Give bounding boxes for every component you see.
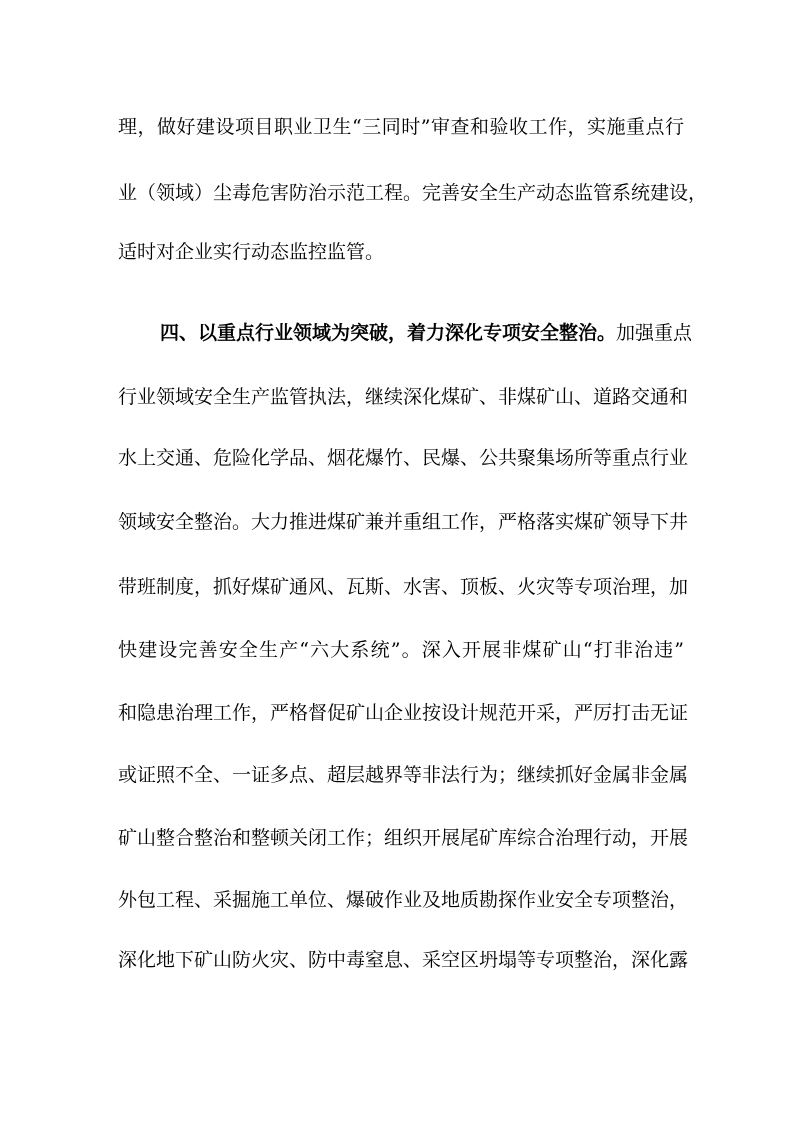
text-line: 理，做好建设项目职业卫生“三同时”审查和验收工作，实施重点行 — [118, 116, 684, 138]
paragraph-text: 加强重点 — [616, 322, 693, 344]
text-line: 或证照不全、一证多点、超层越界等非法行为；继续抓好金属非金属 — [118, 764, 689, 786]
text-line: 行业领域安全生产监管执法，继续深化煤矿、非煤矿山、道路交通和 — [118, 386, 689, 408]
text-line: 适时对企业实行动态监控监管。 — [118, 241, 385, 263]
text-line: 外包工程、采掘施工单位、爆破作业及地质勘探作业安全专项整治， — [118, 889, 689, 911]
section-heading: 四、以重点行业领域为突破，着力深化专项安全整治。 — [160, 322, 617, 344]
text-line: 和隐患治理工作，严格督促矿山企业按设计规范开采，严厉打击无证 — [118, 702, 689, 724]
text-line: 水上交通、危险化学品、烟花爆竹、民爆、公共聚集场所等重点行业 — [118, 447, 689, 469]
text-line: 快建设完善安全生产“六大系统”。深入开展非煤矿山“打非治违” — [118, 639, 684, 661]
text-line: 深化地下矿山防火灾、防中毒窒息、采空区坍塌等专项整治，深化露 — [118, 949, 689, 971]
text-line: 领域安全整治。大力推进煤矿兼并重组工作，严格落实煤矿领导下井 — [118, 511, 689, 533]
text-line: 业（领域）尘毒危害防治示范工程。完善安全生产动态监管系统建设， — [118, 182, 708, 204]
text-line: 带班制度，抓好煤矿通风、瓦斯、水害、顶板、火灾等专项治理，加 — [118, 576, 689, 598]
section-heading-line — [160, 318, 693, 348]
text-line: 矿山整合整治和整顿关闭工作；组织开展尾矿库综合治理行动，开展 — [118, 827, 689, 849]
